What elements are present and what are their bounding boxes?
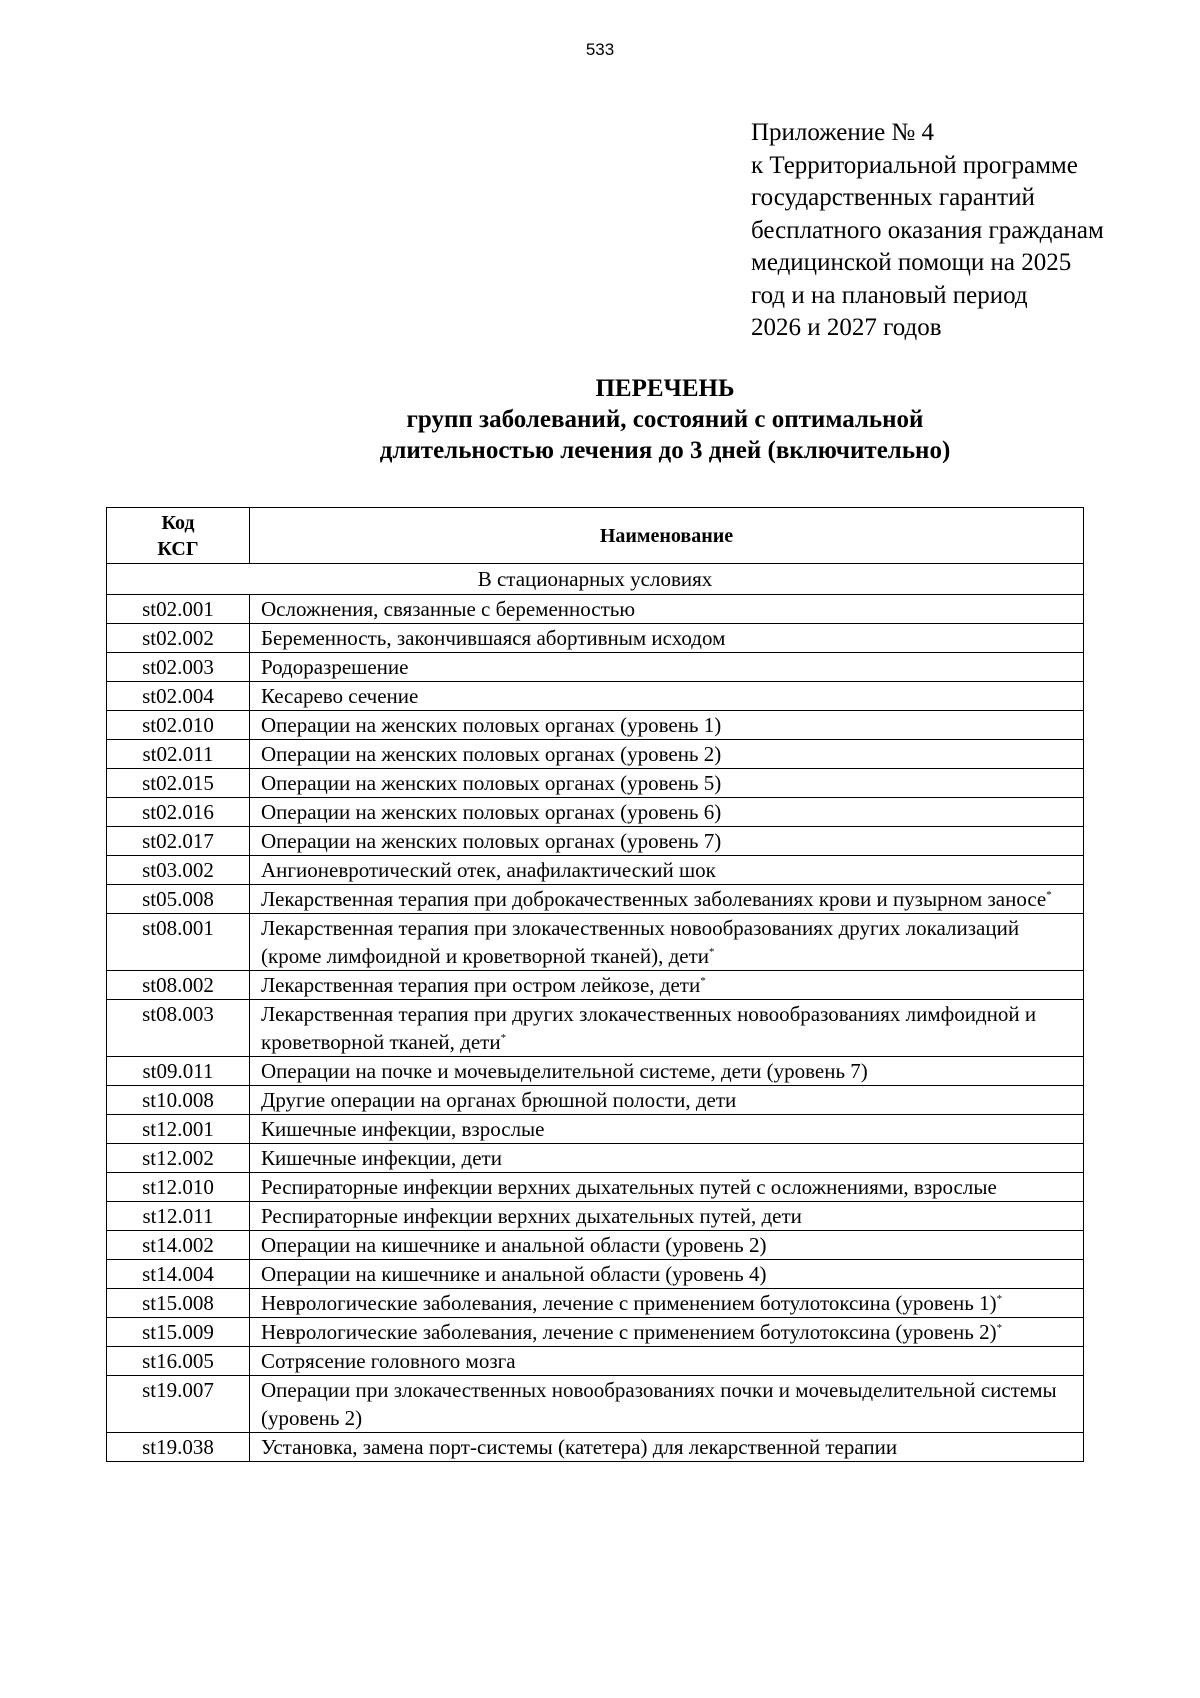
table-row bbox=[107, 827, 1084, 856]
table-row bbox=[107, 1289, 1084, 1318]
table-row bbox=[107, 856, 1084, 885]
table-row bbox=[107, 769, 1084, 798]
ksg-name-text: Операции на женских половых органах (уровень 2) bbox=[261, 742, 722, 766]
ksg-name-text: Сотрясение головного мозга bbox=[261, 1349, 516, 1373]
title-subheading: длительностью лечения до 3 дней (включительно) bbox=[379, 437, 951, 464]
ksg-name-text: Неврологические заболевания, лечение с применением ботулотоксина (уровень 1) bbox=[261, 1291, 997, 1315]
ksg-name-text: Ангионевротический отек, анафилактический шок bbox=[261, 858, 716, 882]
table-row bbox=[107, 1202, 1084, 1231]
ksg-name-cell bbox=[250, 971, 1084, 1000]
table-row bbox=[107, 1318, 1084, 1347]
ksg-name-text: Операции на кишечнике и анальной области (уровень 4) bbox=[261, 1262, 767, 1286]
table-row bbox=[107, 1231, 1084, 1260]
footnote-mark: * bbox=[1046, 889, 1052, 901]
table-row bbox=[107, 1347, 1084, 1376]
ksg-code-cell: st19.038 bbox=[107, 1433, 250, 1462]
document-title bbox=[0, 373, 1200, 466]
table-header-row bbox=[107, 508, 1084, 564]
appendix-line: 2026 и 2027 годов bbox=[751, 314, 942, 341]
table-row bbox=[107, 682, 1084, 711]
ksg-name-cell bbox=[250, 914, 1084, 971]
table-row bbox=[107, 1057, 1084, 1086]
table-row bbox=[107, 624, 1084, 653]
ksg-name-cell bbox=[250, 1318, 1084, 1347]
table-row bbox=[107, 653, 1084, 682]
ksg-name-cell bbox=[250, 653, 1084, 682]
ksg-name-cell bbox=[250, 798, 1084, 827]
ksg-code-cell: st02.016 bbox=[107, 798, 250, 827]
ksg-code-cell: st02.010 bbox=[107, 711, 250, 740]
ksg-name-text: Кишечные инфекции, взрослые bbox=[261, 1117, 545, 1141]
ksg-code-cell: st05.008 bbox=[107, 885, 250, 914]
ksg-code-cell: st16.005 bbox=[107, 1347, 250, 1376]
table-row bbox=[107, 1433, 1084, 1462]
ksg-code-cell: st14.004 bbox=[107, 1260, 250, 1289]
ksg-name-text: Кишечные инфекции, дети bbox=[261, 1146, 502, 1170]
ksg-name-cell bbox=[250, 711, 1084, 740]
title-heading: ПЕРЕЧЕНЬ bbox=[595, 375, 735, 402]
footnote-mark: * bbox=[996, 1293, 1003, 1305]
table-row bbox=[107, 1000, 1084, 1057]
ksg-name-text: Лекарственная терапия при злокачественных новообразованиях других локализаций (кроме лимфоидной и кроветворной тканей), дети bbox=[261, 916, 1020, 968]
ksg-name-cell bbox=[250, 1347, 1084, 1376]
ksg-name-cell bbox=[250, 1115, 1084, 1144]
ksg-name-text: Родоразрешение bbox=[261, 655, 409, 679]
ksg-name-text: Операции при злокачественных новообразованиях почки и мочевыделительной системы (уровень 2) bbox=[261, 1378, 1057, 1430]
ksg-name-cell bbox=[250, 769, 1084, 798]
ksg-name-cell bbox=[250, 1376, 1084, 1433]
table-row bbox=[107, 914, 1084, 971]
page-number: 533 bbox=[585, 40, 615, 59]
ksg-code-cell: st02.001 bbox=[107, 595, 250, 624]
ksg-name-text: Операции на женских половых органах (уровень 6) bbox=[261, 800, 722, 824]
appendix-line: государственных гарантий bbox=[751, 184, 1035, 211]
ksg-name-text: Операции на кишечнике и анальной области (уровень 2) bbox=[261, 1233, 767, 1257]
ksg-name-text: Операции на почке и мочевыделительной системе, дети (уровень 7) bbox=[261, 1059, 868, 1083]
ksg-name-cell bbox=[250, 1000, 1084, 1057]
ksg-code-cell: st02.004 bbox=[107, 682, 250, 711]
table-row bbox=[107, 1376, 1084, 1433]
table-row bbox=[107, 798, 1084, 827]
appendix-line: медицинской помощи на 2025 bbox=[751, 249, 1072, 276]
ksg-code-cell: st08.002 bbox=[107, 971, 250, 1000]
ksg-name-cell bbox=[250, 1433, 1084, 1462]
ksg-name-cell bbox=[250, 1057, 1084, 1086]
table-row bbox=[107, 885, 1084, 914]
appendix-line: к Территориальной программе bbox=[751, 151, 1078, 179]
ksg-name-text: Лекарственная терапия при доброкачественных заболеваниях крови и пузырном заносе bbox=[261, 887, 1047, 911]
ksg-code-cell: st10.008 bbox=[107, 1086, 250, 1115]
name-column-header: Наименование bbox=[250, 508, 1084, 564]
ksg-name-cell bbox=[250, 827, 1084, 856]
table-row bbox=[107, 1173, 1084, 1202]
code-column-header bbox=[107, 508, 250, 564]
table-row bbox=[107, 971, 1084, 1000]
ksg-code-cell: st15.008 bbox=[107, 1289, 250, 1318]
section-row bbox=[107, 564, 1084, 595]
ksg-code-cell: st15.009 bbox=[107, 1318, 250, 1347]
title-subheading: групп заболеваний, состояний с оптимальной bbox=[406, 406, 924, 433]
ksg-code-cell: st03.002 bbox=[107, 856, 250, 885]
ksg-name-cell bbox=[250, 885, 1084, 914]
ksg-code-cell: st02.002 bbox=[107, 624, 250, 653]
ksg-code-cell: st12.002 bbox=[107, 1144, 250, 1173]
appendix-line: бесплатного оказания гражданам bbox=[751, 216, 1104, 244]
ksg-code-cell: st08.001 bbox=[107, 914, 250, 971]
code-header-line: КСГ bbox=[157, 537, 199, 560]
ksg-name-text: Операции на женских половых органах (уровень 7) bbox=[261, 829, 722, 853]
table-row bbox=[107, 1260, 1084, 1289]
table-row bbox=[107, 595, 1084, 624]
ksg-code-cell: st02.017 bbox=[107, 827, 250, 856]
ksg-code-cell: st14.002 bbox=[107, 1231, 250, 1260]
ksg-name-text: Беременность, закончившаяся абортивным исходом bbox=[261, 626, 726, 650]
ksg-name-cell bbox=[250, 1173, 1084, 1202]
ksg-name-cell bbox=[250, 682, 1084, 711]
ksg-code-cell: st08.003 bbox=[107, 1000, 250, 1057]
footnote-mark: * bbox=[500, 1032, 507, 1044]
table-row bbox=[107, 1144, 1084, 1173]
ksg-code-cell: st12.001 bbox=[107, 1115, 250, 1144]
ksg-name-cell bbox=[250, 856, 1084, 885]
appendix-reference bbox=[751, 117, 1104, 345]
table-row bbox=[107, 1086, 1084, 1115]
ksg-name-cell bbox=[250, 1231, 1084, 1260]
ksg-name-cell bbox=[250, 1260, 1084, 1289]
ksg-name-cell bbox=[250, 1144, 1084, 1173]
table-row bbox=[107, 711, 1084, 740]
ksg-name-text: Кесарево сечение bbox=[261, 684, 419, 708]
ksg-name-cell bbox=[250, 595, 1084, 624]
ksg-name-text: Установка, замена порт-системы (катетера) для лекарственной терапии bbox=[261, 1435, 898, 1459]
ksg-name-text: Респираторные инфекции верхних дыхательных путей с осложнениями, взрослые bbox=[261, 1175, 997, 1199]
ksg-name-text: Неврологические заболевания, лечение с применением ботулотоксина (уровень 2) bbox=[261, 1320, 997, 1344]
ksg-name-text: Операции на женских половых органах (уровень 5) bbox=[261, 771, 722, 795]
ksg-name-text: Лекарственная терапия при других злокачественных новообразованиях лимфоидной и кроветворной тканей, дети bbox=[261, 1002, 1037, 1054]
ksg-name-text: Осложнения, связанные с беременностью bbox=[261, 597, 636, 621]
footnote-mark: * bbox=[700, 975, 706, 987]
ksg-name-cell bbox=[250, 1086, 1084, 1115]
appendix-line: год и на плановый период bbox=[751, 281, 1028, 309]
ksg-name-text: Лекарственная терапия при остром лейкозе, дети bbox=[261, 973, 701, 997]
ksg-name-cell bbox=[250, 624, 1084, 653]
ksg-code-cell: st02.011 bbox=[107, 740, 250, 769]
ksg-code-cell: st02.003 bbox=[107, 653, 250, 682]
table-row bbox=[107, 740, 1084, 769]
ksg-name-cell bbox=[250, 1289, 1084, 1318]
ksg-name-cell bbox=[250, 1202, 1084, 1231]
code-header-line: Код bbox=[161, 511, 195, 534]
ksg-table bbox=[106, 507, 1084, 1462]
section-label: В стационарных условиях bbox=[107, 564, 1084, 595]
ksg-code-cell: st02.015 bbox=[107, 769, 250, 798]
table-row bbox=[107, 1115, 1084, 1144]
footnote-mark: * bbox=[709, 946, 715, 958]
ksg-name-text: Другие операции на органах брюшной полости, дети bbox=[261, 1088, 737, 1112]
ksg-code-cell: st19.007 bbox=[107, 1376, 250, 1433]
ksg-name-text: Респираторные инфекции верхних дыхательных путей, дети bbox=[261, 1204, 802, 1228]
appendix-line: Приложение № 4 bbox=[751, 119, 935, 146]
ksg-code-cell: st09.011 bbox=[107, 1057, 250, 1086]
footnote-mark: * bbox=[996, 1322, 1003, 1334]
ksg-code-cell: st12.011 bbox=[107, 1202, 250, 1231]
ksg-name-text: Операции на женских половых органах (уровень 1) bbox=[261, 713, 722, 737]
ksg-code-cell: st12.010 bbox=[107, 1173, 250, 1202]
ksg-name-cell bbox=[250, 740, 1084, 769]
